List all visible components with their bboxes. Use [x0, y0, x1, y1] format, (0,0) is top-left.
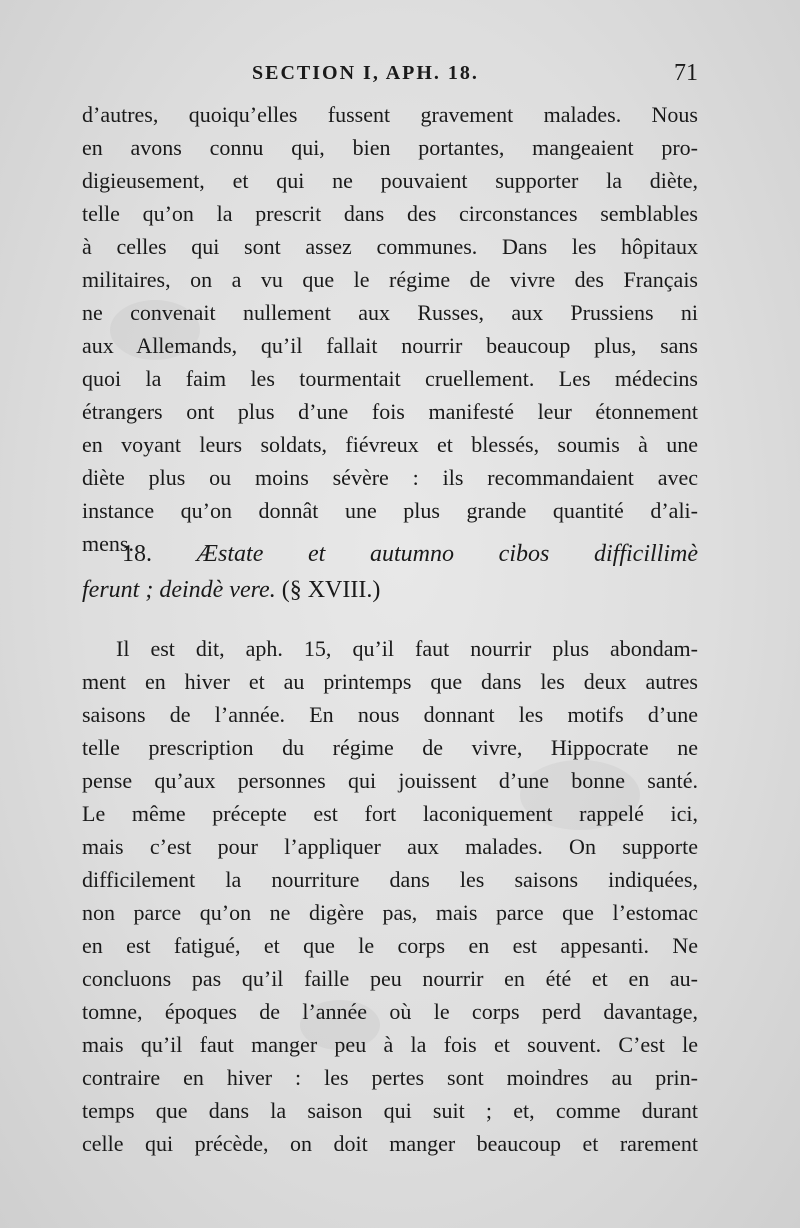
text-line: en voyant leurs soldats, fiévreux et blessés, soumis à une [82, 432, 698, 457]
text-line: telle prescription du régime de vivre, Hippocrate ne [82, 735, 698, 760]
commentary-paragraph [82, 632, 698, 1160]
page-number: 71 [674, 60, 698, 86]
text-line: mens. [82, 531, 134, 556]
text-line: celle qui précède, on doit manger beaucoup et rarement [82, 1131, 698, 1156]
text-line: mais qu’il faut manger peu à la fois et souvent. C’est le [82, 1032, 698, 1057]
aphorism-line [82, 572, 698, 608]
text-line: saisons de l’année. En nous donnant les motifs d’une [82, 702, 698, 727]
aphorism-reference: (§ XVIII.) [281, 577, 381, 603]
text-line: contraire en hiver : les pertes sont moindres au prin- [82, 1065, 698, 1090]
page-header [252, 60, 702, 94]
text-line: non parce qu’on ne digère pas, mais parce que l’estomac [82, 900, 698, 925]
text-line: temps que dans la saison qui suit ; et, comme durant [82, 1098, 698, 1123]
text-line: pense qu’aux personnes qui jouissent d’une bonne santé. [82, 768, 698, 793]
text-line: d’autres, quoiqu’elles fussent gravement malades. Nous [82, 102, 698, 127]
text-line: Le même précepte est fort laconiquement rappelé ici, [82, 801, 698, 826]
aphorism-line [82, 536, 698, 572]
text-line: quoi la faim les tourmentait cruellement. Les médecins [82, 366, 698, 391]
aphorism-number: 18. [122, 541, 152, 567]
text-line: en est fatigué, et que le corps en est appesanti. Ne [82, 933, 698, 958]
text-line: digieusement, et qui ne pouvaient supporter la diète, [82, 168, 698, 193]
text-line: instance qu’on donnât une plus grande quantité d’ali- [82, 498, 698, 523]
text-line: mais c’est pour l’appliquer aux malades. On supporte [82, 834, 698, 859]
text-line: tomne, époques de l’année où le corps perd davantage, [82, 999, 698, 1024]
text-line: aux Allemands, qu’il fallait nourrir beaucoup plus, sans [82, 333, 698, 358]
text-line: Il est dit, aph. 15, qu’il faut nourrir plus abondam- [116, 636, 698, 661]
running-head: SECTION I, APH. 18. [252, 62, 479, 84]
text-line: telle qu’on la prescrit dans des circonstances semblables [82, 201, 698, 226]
aphorism-latin-text: ferunt ; deindè vere. [82, 577, 276, 603]
text-line: en avons connu qui, bien portantes, mangeaient pro- [82, 135, 698, 160]
text-line: étrangers ont plus d’une fois manifesté leur étonnement [82, 399, 698, 424]
aphorism-heading [82, 536, 698, 608]
text-line: difficilement la nourriture dans les saisons indiquées, [82, 867, 698, 892]
aphorism-latin-text: Æstate et autumno cibos difficillimè [196, 541, 698, 567]
text-line: à celles qui sont assez communes. Dans les hôpitaux [82, 234, 698, 259]
text-line: concluons pas qu’il faille peu nourrir en été et en au- [82, 966, 698, 991]
paragraph-continued [82, 98, 698, 560]
text-line: ne convenait nullement aux Russes, aux Prussiens ni [82, 300, 698, 325]
text-line: diète plus ou moins sévère : ils recommandaient avec [82, 465, 698, 490]
text-line: militaires, on a vu que le régime de vivre des Français [82, 267, 698, 292]
text-line: ment en hiver et au printemps que dans les deux autres [82, 669, 698, 694]
